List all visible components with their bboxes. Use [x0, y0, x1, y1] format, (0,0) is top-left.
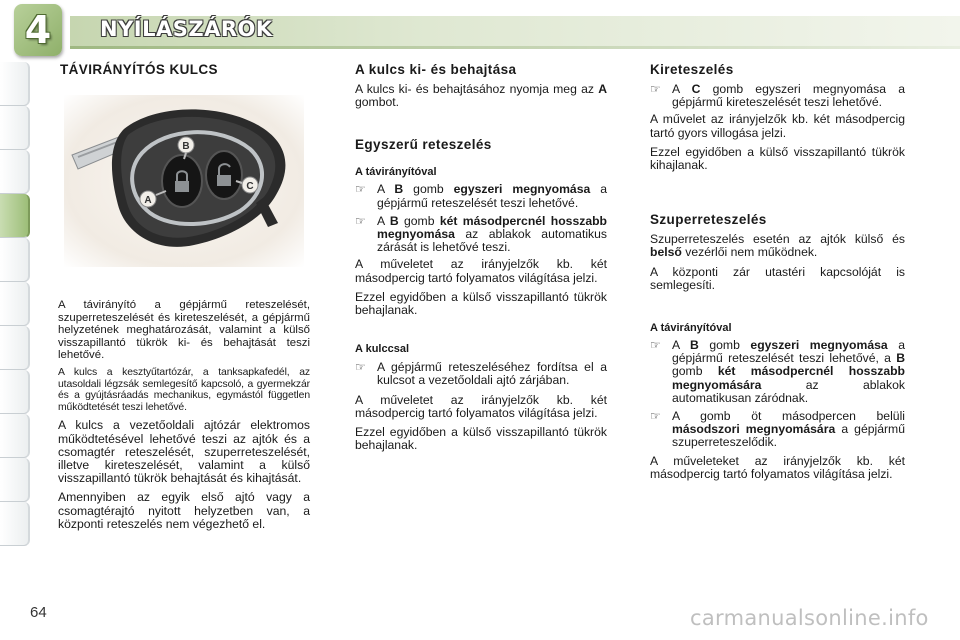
paragraph-mirror-fold: Ezzel egyidőben a külső visszapillantó tükrök behajlanak.	[355, 289, 607, 318]
thumb-tab-active	[0, 194, 30, 238]
subsection-title-remote: A távirányítóval	[355, 166, 437, 179]
label-b: B	[182, 141, 190, 152]
paragraph-key-electric: A kulcs a vezetőoldali ajtózár elektromos működtetésével lehetővé teszi az ajtók és a csomagtér reteszelését, szuperreteszelését, illetve kireteszelését, valamint a külső visszapillantó tükrök behajtását és kihajtását.	[58, 418, 310, 486]
paragraph-key-mechanical: A kulcs a kesztyűtartózár, a tanksapkafedél, az utasoldali légzsák semlegesítő kapcsoló, a gyermekzár és a gyújtásráadás mechanikus, egymástól független működtetését teszi lehetővé.	[58, 366, 310, 413]
paragraph-door-open-warning: Amennyiben az egyik első ajtó vagy a csomagtérajtó nyitott helyzetben van, a központi reteszelés nem végezhető el.	[58, 490, 310, 531]
pointing-hand-icon: ☞	[355, 182, 366, 197]
paragraph-mirror-fold-key: Ezzel egyidőben a külső visszapillantó tükrök behajlanak.	[355, 425, 607, 453]
thumb-tab	[0, 326, 30, 370]
paragraph-intro: A távirányító a gépjármű reteszelését, szuperreteszelését és kireteszelését, a gépjármű helyzetének meghatározását, valamint a külső visszapillantó tükrök ki- és behajtását teszi lehetővé.	[58, 299, 310, 362]
bullet-deadlock-second-press: ☞ A gomb öt másodpercen belüli másodszori megnyomására a gépjármű szuperreteszelődik.	[650, 409, 905, 450]
thumb-tab	[0, 238, 30, 282]
chapter-thumb-tabs	[0, 62, 34, 546]
paragraph-mirror-unfold: Ezzel egyidőben a külső visszapillantó tükrök kihajlanak.	[650, 144, 905, 173]
section-title-simple-lock: Egyszerű reteszelés	[355, 137, 492, 153]
pointing-hand-icon: ☞	[650, 338, 661, 353]
label-c: C	[246, 181, 254, 192]
bullet-lock-single-press: ☞ A B gomb egyszeri megnyomása a gépjármű reteszelését teszi lehetővé.	[355, 182, 607, 210]
column-unlock-deadlock	[650, 62, 905, 481]
thumb-tab	[0, 414, 30, 458]
pointing-hand-icon: ☞	[355, 360, 366, 375]
fold-text: A kulcs ki- és behajtásához nyomja meg az	[355, 82, 599, 96]
paragraph-deadlock-controls: Szuperreteszelés esetén az ajtók külső és belső vezérlői nem működnek.	[650, 232, 905, 260]
chapter-number: 4	[24, 8, 52, 52]
bullet-key-lock: ☞ A gépjármű reteszeléséhez fordítsa el a kulcsot a vezetőoldali ajtó zárjában.	[355, 360, 607, 388]
fold-text-end: gombot.	[355, 95, 400, 110]
thumb-tab	[0, 458, 30, 502]
paragraph-indicator-unlock: A művelet az irányjelzők kb. két másodpercig tartó gyors villogása jelzi.	[650, 112, 905, 140]
paragraph-indicator-lock-key: A műveletet az irányjelzők kb. két másodpercig tartó folyamatos világítása jelzi.	[355, 392, 607, 420]
pointing-hand-icon: ☞	[650, 409, 661, 424]
pointing-hand-icon: ☞	[355, 213, 366, 228]
key-photo	[64, 95, 304, 267]
thumb-tab	[0, 106, 30, 150]
subsection-title-remote-deadlock: A távirányítóval	[650, 322, 732, 335]
fold-key-letter: A	[598, 82, 607, 96]
paragraph-deadlock-switch: A központi zár utastéri kapcsolóját is semlegesíti.	[650, 264, 905, 292]
bullet-unlock: ☞ A C gomb egyszeri megnyomása a gépjármű kireteszelését teszi lehetővé.	[650, 82, 905, 110]
pointing-hand-icon: ☞	[650, 82, 661, 96]
subsection-title-key: A kulccsal	[355, 343, 410, 356]
page-title: NYÍLÁSZÁRÓK	[100, 17, 273, 41]
label-a: A	[144, 195, 152, 206]
bullet-lock-long-press: ☞ A B gomb két másodpercnél hosszabb megnyomása az ablakok automatikus zárását is lehetővé teszi.	[355, 213, 607, 255]
thumb-tab	[0, 502, 30, 546]
thumb-tab	[0, 150, 30, 194]
section-title-unlock: Kireteszelés	[650, 62, 734, 77]
watermark: carmanualsonline.info	[690, 606, 929, 630]
section-title-remote-key: TÁVIRÁNYÍTÓS KULCS	[60, 62, 218, 77]
bullet-deadlock-press: ☞ A B gomb egyszeri megnyomása a gépjármű reteszelését teszi lehetővé, a B gomb két másodpercnél hosszabb megnyomására az ablakok automatikusan záródnak.	[650, 338, 905, 405]
paragraph-indicator-deadlock: A műveleteket az irányjelzők kb. két másodpercig tartó folyamatos világítása jelzi.	[650, 453, 905, 481]
remote-key-illustration	[64, 95, 304, 267]
thumb-tab	[0, 282, 30, 326]
column-locking	[355, 62, 607, 452]
section-title-deadlock: Szuperreteszelés	[650, 212, 767, 228]
column-remote-key	[58, 62, 310, 531]
thumb-tab	[0, 62, 30, 106]
thumb-tab	[0, 370, 30, 414]
page-number: 64	[30, 604, 47, 621]
paragraph-fold-key	[355, 83, 607, 109]
section-title-fold-key: A kulcs ki- és behajtása	[355, 62, 517, 77]
paragraph-indicator-lock: A műveletet az irányjelzők kb. két másodpercig tartó folyamatos világítása jelzi.	[355, 257, 607, 285]
